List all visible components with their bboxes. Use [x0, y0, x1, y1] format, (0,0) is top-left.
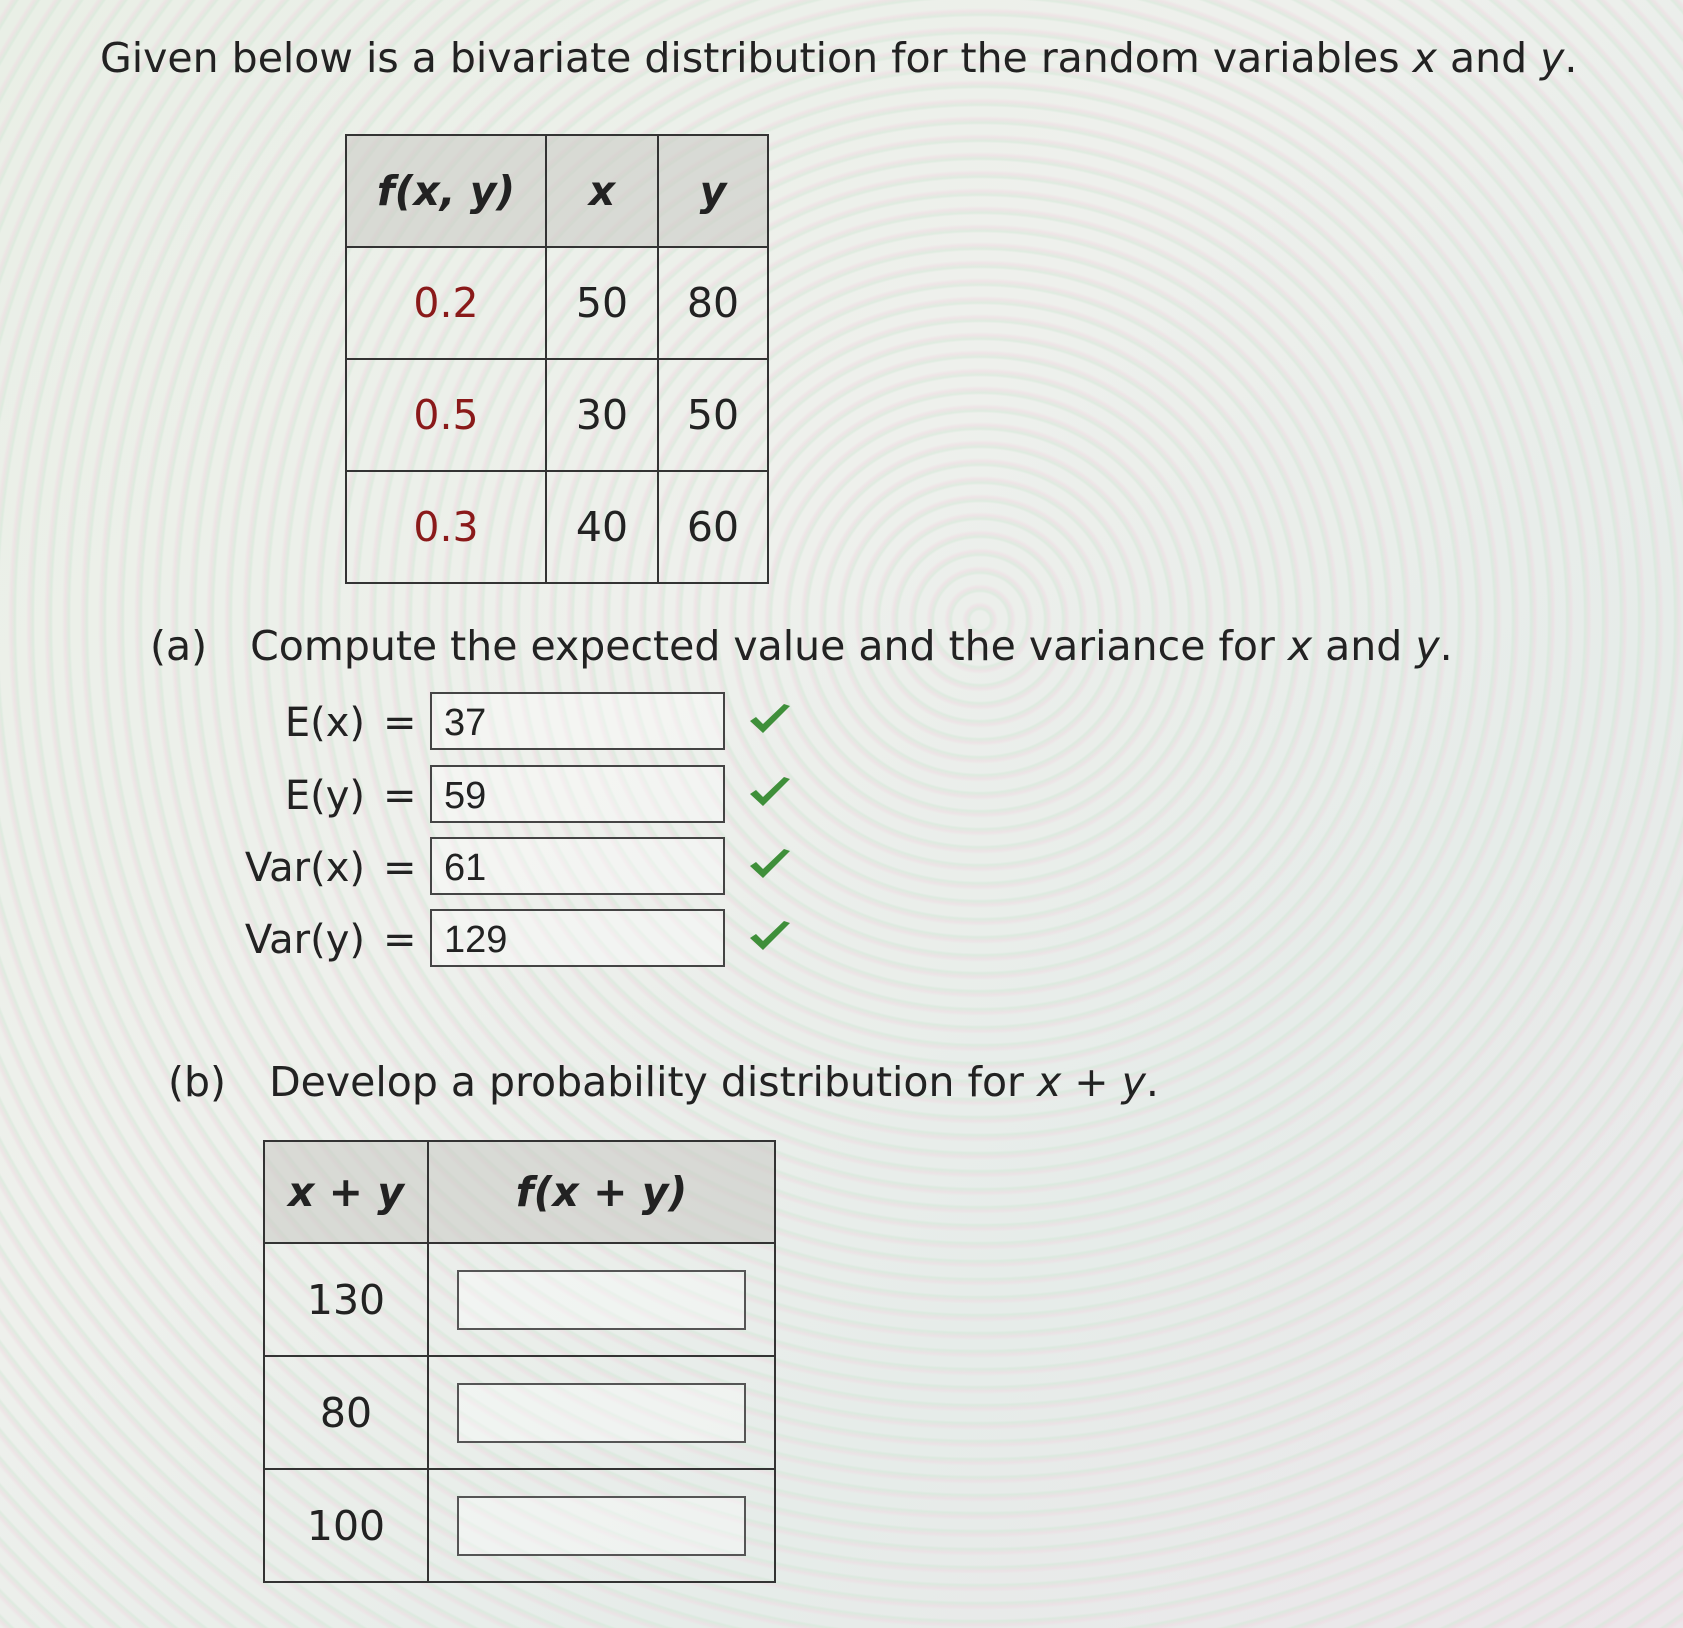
part-a-var-x: x [1287, 622, 1313, 670]
cell-x: 40 [546, 471, 658, 583]
cell-y: 50 [658, 359, 768, 471]
cell-x: 30 [546, 359, 658, 471]
probability-input-80[interactable] [457, 1383, 746, 1443]
checkmark-icon [747, 919, 793, 955]
cell-sum: 130 [264, 1243, 428, 1356]
cell-x: 50 [546, 247, 658, 359]
checkmark-icon [747, 702, 793, 738]
part-a-prompt [150, 622, 1453, 670]
cell-input [428, 1243, 775, 1356]
variance-x-label: Var(x) [244, 845, 365, 891]
part-a-and: and [1312, 622, 1416, 670]
intro-text: Given below is a bivariate distribution for the random variables [100, 34, 1413, 82]
variance-x-input[interactable]: 61 [430, 837, 725, 895]
table-row [346, 359, 768, 471]
part-b-period: . [1145, 1058, 1159, 1106]
table-row [346, 471, 768, 583]
cell-y: 80 [658, 247, 768, 359]
header-x: x [546, 135, 658, 247]
variance-y-input[interactable]: 129 [430, 909, 725, 967]
cell-prob: 0.2 [346, 247, 546, 359]
cell-prob: 0.5 [346, 359, 546, 471]
table-header-row [346, 135, 768, 247]
variance-y-label: Var(y) [244, 917, 365, 963]
expected-x-label: E(x) [284, 700, 365, 746]
part-b-expression: x + y [1036, 1058, 1146, 1106]
header-fxy: f(x, y) [346, 135, 546, 247]
equals-sign: = [383, 917, 417, 963]
equals-sign: = [383, 700, 417, 746]
checkmark-icon [747, 775, 793, 811]
equals-sign: = [383, 773, 417, 819]
part-a-var-y: y [1415, 622, 1440, 670]
cell-prob: 0.3 [346, 471, 546, 583]
intro-period: . [1564, 34, 1578, 82]
problem-intro [100, 34, 1577, 82]
header-sum: x + y [264, 1141, 428, 1243]
probability-input-130[interactable] [457, 1270, 746, 1330]
table-row [264, 1243, 775, 1356]
table-row [264, 1469, 775, 1582]
header-f-sum: f(x + y) [428, 1141, 775, 1243]
expected-x-input[interactable]: 37 [430, 692, 725, 750]
cell-y: 60 [658, 471, 768, 583]
equals-sign: = [383, 845, 417, 891]
table-row [346, 247, 768, 359]
part-a-text: Compute the expected value and the variance for [250, 622, 1288, 670]
bivariate-distribution-table [345, 134, 769, 584]
part-b-text: Develop a probability distribution for [269, 1058, 1037, 1106]
cell-input [428, 1356, 775, 1469]
part-a-period: . [1439, 622, 1453, 670]
cell-sum: 100 [264, 1469, 428, 1582]
intro-var-y: y [1540, 34, 1565, 82]
intro-var-x: x [1412, 34, 1437, 82]
part-a-label: (a) [150, 622, 208, 670]
header-y: y [658, 135, 768, 247]
table-header-row [264, 1141, 775, 1243]
sum-distribution-table [263, 1140, 776, 1583]
cell-input [428, 1469, 775, 1582]
intro-and: and [1436, 34, 1541, 82]
table-row [264, 1356, 775, 1469]
expected-y-input[interactable]: 59 [430, 765, 725, 823]
part-b-prompt [168, 1058, 1159, 1106]
probability-input-100[interactable] [457, 1496, 746, 1556]
expected-y-label: E(y) [284, 773, 365, 819]
part-b-label: (b) [168, 1058, 227, 1106]
checkmark-icon [747, 847, 793, 883]
cell-sum: 80 [264, 1356, 428, 1469]
